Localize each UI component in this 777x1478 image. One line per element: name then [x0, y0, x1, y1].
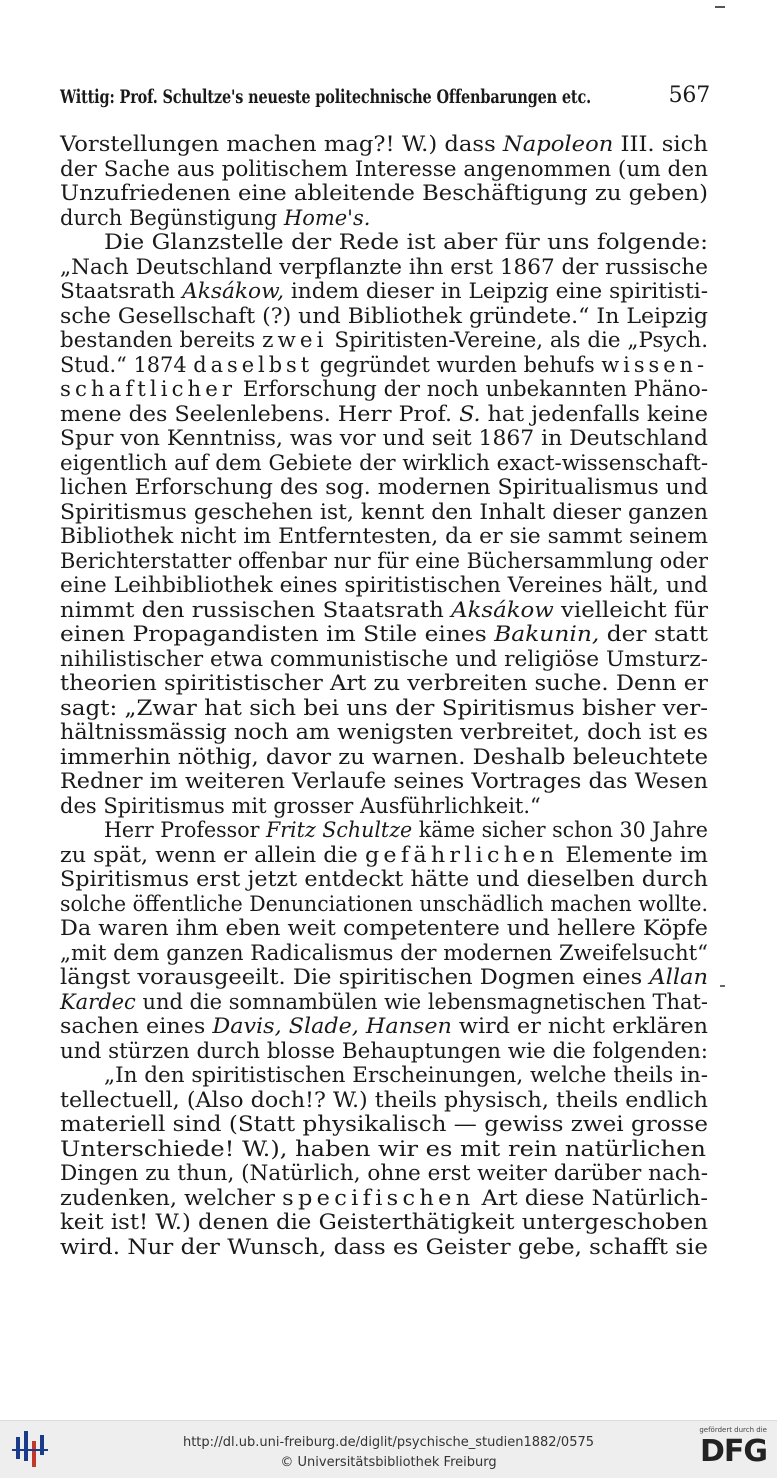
text-segment: eigentlich auf dem Gebiete der wirklich exact-wissenschaft-	[60, 450, 709, 475]
text-line-content	[60, 598, 708, 623]
text-segment: durch Begünstigung	[60, 205, 284, 230]
text-line-content	[60, 475, 708, 500]
text-line-content	[60, 1039, 708, 1064]
running-head	[60, 83, 710, 116]
text-line-content	[60, 1137, 706, 1162]
text-segment: längst vorausgeeilt. Die spiritischen Dogmen eines	[60, 965, 650, 989]
text-segment: Elemente im	[558, 842, 709, 867]
text-line-content	[60, 255, 708, 280]
text-line-content	[60, 965, 708, 990]
text-segment: sche Gesellschaft (?) und Bibliothek gründete.“ In Leipzig	[60, 303, 709, 328]
text-segment: Bibliothek nicht im Entferntesten, da er sie sammt seinem	[60, 524, 709, 548]
text-segment: wird. Nur der Wunsch, dass es Geister gebe, schafft sie	[60, 1234, 709, 1259]
running-head-title: Wittig: Prof. Schultze's neueste politechnische Offenbarungen etc.	[60, 86, 591, 108]
text-segment: hat jedenfalls keine	[480, 401, 709, 426]
text-segment: indem dieser in Leipzig eine spiritisti-	[283, 279, 709, 303]
text-line	[60, 769, 708, 794]
text-segment: „mit dem ganzen Radicalismus der modernen Zweifelsucht“	[60, 940, 709, 965]
text-segment: hältnissmässig noch am wenigsten verbreitet, doch ist es	[60, 720, 709, 744]
spaced-text: daselbst	[193, 352, 314, 377]
text-line	[60, 353, 708, 378]
text-segment: Vorstellungen machen mag?! W.) dass	[60, 132, 503, 156]
text-line	[60, 573, 708, 598]
text-segment: und die somnambülen wie lebensmagnetischen That-	[135, 989, 709, 1014]
text-segment: Redner im weiteren Verlaufe seines Vortrages das Wesen	[60, 769, 709, 793]
text-line	[60, 426, 708, 451]
text-segment: zudenken, welcher	[60, 1185, 283, 1210]
italic-text: S.	[459, 401, 481, 426]
text-line-content	[60, 671, 708, 696]
text-segment: der Sache aus politischem Interesse angenommen (um den	[60, 156, 708, 181]
text-line-content	[60, 769, 708, 794]
text-line	[60, 402, 708, 427]
text-line	[60, 1186, 708, 1211]
text-line-content	[60, 1112, 708, 1137]
text-line-content	[60, 916, 708, 941]
viewer-footer	[0, 1420, 777, 1478]
text-line	[60, 1014, 708, 1039]
text-segment: bestanden bereits	[60, 328, 263, 352]
text-line-content	[60, 328, 708, 353]
spaced-text: gefährlichen	[364, 842, 559, 867]
text-segment: vielleicht für	[553, 597, 709, 622]
text-line	[60, 157, 708, 182]
text-segment: sagt: „Zwar hat sich bei uns der Spiritismus bisher ver-	[60, 695, 709, 720]
text-line-content	[60, 843, 708, 868]
text-line	[60, 867, 708, 892]
text-line-content	[60, 1088, 708, 1113]
text-line-content	[60, 1186, 708, 1211]
text-segment: Da waren ihm eben weit competentere und hellere Köpfe	[60, 916, 708, 940]
text-segment: wird er nicht erklären	[451, 1014, 709, 1038]
text-segment: Erforschung der noch unbekannten Phäno-	[236, 377, 709, 401]
text-line	[60, 1039, 708, 1064]
text-segment: immerhin nöthig, davor zu warnen. Deshalb beleuchtete	[60, 744, 708, 769]
text-line	[60, 941, 708, 966]
italic-text: Allan	[649, 965, 709, 989]
text-line	[60, 1112, 708, 1137]
text-segment: keit ist! W.) denen die Geisterthätigkeit untergeschoben	[60, 1210, 708, 1234]
source-url-link[interactable]: http://dl.ub.uni-freiburg.de/diglit/psychische_studien1882/0575	[182, 1435, 595, 1450]
text-segment: Stud.“ 1874	[60, 352, 194, 377]
text-segment: solche öffentliche Denunciationen unschädlich machen wollte.	[60, 891, 708, 916]
text-segment: lichen Erforschung des sog. modernen Spiritualismus und	[60, 475, 709, 499]
text-segment: gegründet wurden behufs	[313, 352, 602, 377]
text-line-content	[60, 304, 708, 329]
text-line	[60, 255, 708, 280]
text-line	[60, 892, 708, 917]
text-line	[60, 328, 708, 353]
text-line-content	[60, 402, 708, 427]
text-line	[60, 1235, 708, 1260]
text-line	[60, 696, 708, 721]
dfg-logo-mark: DFG	[699, 1434, 767, 1469]
text-line-content	[60, 794, 541, 819]
text-segment: sachen eines	[60, 1014, 213, 1038]
text-line-content	[60, 426, 708, 451]
text-line-content	[60, 157, 708, 182]
text-line-content	[104, 1063, 708, 1088]
text-line	[60, 622, 708, 647]
text-line-content	[60, 941, 708, 966]
text-line-content	[60, 377, 708, 402]
text-line	[60, 745, 708, 770]
body-text	[60, 132, 708, 1259]
text-line	[60, 794, 708, 819]
text-line-content	[60, 451, 708, 476]
text-line	[60, 1161, 708, 1186]
text-line-content	[60, 524, 708, 549]
text-segment: Spiritismus erst jetzt entdeckt hätte und dieselben durch	[60, 867, 708, 891]
text-segment: Unzufriedenen eine ableitende Beschäftigung zu geben)	[60, 181, 708, 205]
italic-text: Home's.	[283, 205, 371, 230]
text-segment: Spiritisten-Vereine, als die „Psych.	[327, 328, 709, 352]
text-line	[60, 500, 708, 525]
text-line-content	[104, 230, 708, 255]
text-line-content	[60, 622, 708, 647]
text-line-content	[60, 647, 708, 672]
text-line-content	[60, 1161, 708, 1186]
dfg-funding-text: gefördert durch die	[699, 1426, 767, 1434]
text-line	[60, 451, 708, 476]
text-line-content	[60, 745, 708, 770]
text-line	[60, 916, 708, 941]
text-line	[60, 965, 708, 990]
text-line	[60, 549, 708, 574]
text-segment: käme sicher schon 30 Jahre	[412, 818, 708, 842]
text-line	[60, 598, 708, 623]
text-line	[60, 818, 708, 843]
text-line-content	[60, 1014, 708, 1039]
text-line	[60, 1137, 708, 1162]
text-line	[60, 279, 708, 304]
text-line	[60, 1210, 708, 1235]
text-segment: eine Leihbibliothek eines spiritistischen Vereines hält, und	[60, 573, 708, 597]
text-segment: nimmt den russischen Staatsrath	[60, 597, 452, 622]
text-line-content	[60, 990, 708, 1015]
text-line-content	[60, 867, 708, 892]
text-segment: einen Propagandisten im Stile eines	[60, 622, 495, 646]
italic-text: Fritz Schultze	[265, 818, 413, 842]
margin-mark	[720, 985, 725, 987]
text-segment: materiell sind (Statt physikalisch — gewiss zwei grosse	[60, 1112, 708, 1136]
text-line	[60, 720, 708, 745]
text-line-content	[60, 1210, 708, 1235]
page-number: 567	[668, 83, 710, 108]
text-segment: Spiritismus geschehen ist, kennt den Inhalt dieser ganzen	[60, 499, 708, 524]
text-line-content	[60, 549, 708, 574]
text-line-content	[60, 206, 370, 231]
text-segment: Herr Professor	[104, 818, 266, 842]
text-line	[60, 206, 708, 231]
text-segment: Die Glanzstelle der Rede ist aber für uns folgende:	[104, 230, 709, 254]
text-line-content	[60, 500, 708, 525]
text-segment: zu spät, wenn er allein die	[60, 842, 365, 867]
text-segment: und stürzen durch blosse Behauptungen wie die folgenden:	[60, 1038, 709, 1063]
text-segment: theorien spiritistischer Art zu verbreiten suche. Denn er	[60, 671, 708, 695]
text-line	[60, 990, 708, 1015]
italic-text: Napoleon	[502, 132, 614, 156]
italic-text: Davis, Slade, Hansen	[212, 1014, 452, 1038]
text-segment: des Spiritismus mit grosser Ausführlichkeit.“	[60, 793, 541, 818]
text-segment: tellectuell, (Also doch!? W.) theils physisch, theils endlich	[60, 1087, 709, 1112]
text-segment: Unterschiede! W.), haben wir es mit rein natürlichen	[60, 1136, 706, 1161]
text-line-content	[60, 279, 708, 304]
italic-text: Aksákow	[451, 597, 554, 622]
text-line	[60, 181, 708, 206]
text-line-content	[60, 573, 708, 598]
italic-text: Aksákow,	[182, 279, 284, 303]
text-line	[60, 132, 708, 157]
text-segment: Dingen zu thun, (Natürlich, ohne erst weiter darüber nach-	[60, 1161, 709, 1185]
text-line-content	[60, 132, 708, 157]
text-line	[60, 377, 708, 402]
text-line-content	[60, 720, 708, 745]
text-line	[60, 1063, 708, 1088]
italic-text: Kardec	[60, 989, 136, 1014]
text-segment: III. sich	[613, 132, 708, 156]
text-line-content	[60, 181, 708, 206]
text-segment: nihilistischer etwa communistische und religiöse Umsturz-	[60, 646, 708, 671]
text-line-content	[60, 353, 708, 378]
text-line	[60, 524, 708, 549]
text-line-content	[60, 892, 708, 917]
text-line-content	[60, 696, 708, 721]
italic-text: Bakunin,	[494, 622, 600, 646]
spaced-text: schaftlicher	[60, 377, 237, 401]
text-segment: Berichterstatter offenbar nur für eine Büchersammlung oder	[60, 548, 708, 573]
text-line-content	[60, 1235, 708, 1260]
text-line	[60, 647, 708, 672]
text-line	[60, 843, 708, 868]
scan-mark	[715, 6, 725, 8]
text-line	[60, 1088, 708, 1113]
spaced-text: specifischen	[282, 1185, 475, 1210]
text-line	[60, 304, 708, 329]
text-line	[60, 230, 708, 255]
text-line	[60, 671, 708, 696]
spaced-text: zwei	[262, 328, 328, 352]
text-segment: Art diese Natürlich-	[474, 1185, 709, 1210]
text-segment: der statt	[599, 622, 709, 646]
text-segment: Staatsrath	[60, 279, 183, 303]
text-segment: „Nach Deutschland verpflanzte ihn erst 1867 der russische	[60, 254, 708, 279]
text-segment: „In den spiritistischen Erscheinungen, welche theils in-	[104, 1063, 708, 1087]
text-line-content	[104, 818, 708, 843]
text-line	[60, 475, 708, 500]
dfg-logo	[687, 1425, 767, 1475]
copyright-notice: © Universitätsbibliothek Freiburg	[280, 1455, 497, 1470]
text-segment: Spur von Kenntniss, was vor und seit 1867 in Deutschland	[60, 426, 708, 450]
spaced-text: wissen-	[601, 352, 709, 377]
text-segment: mene des Seelenlebens. Herr Prof.	[60, 401, 460, 426]
